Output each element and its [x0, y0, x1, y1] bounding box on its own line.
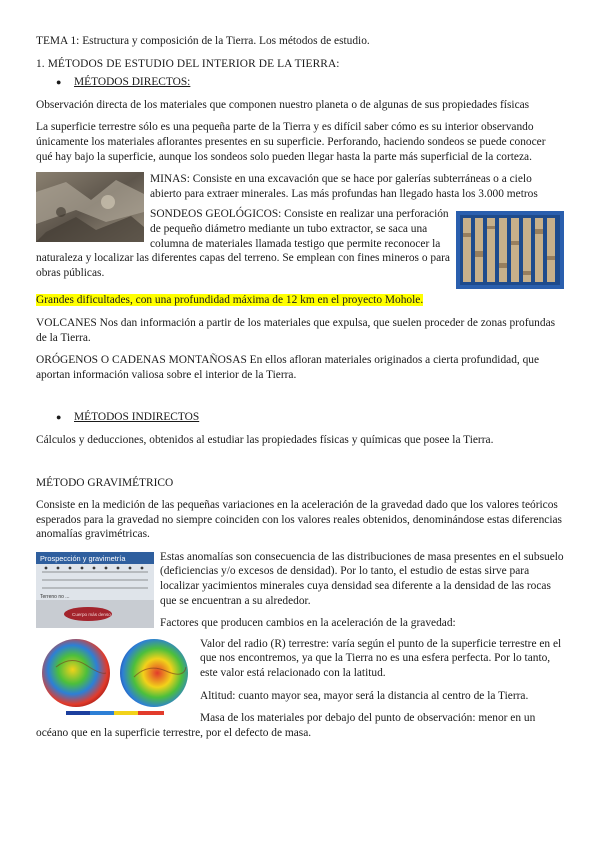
gravimetric-p2: Estas anomalías son consecuencia de las distribuciones de masa presentes en el subsuelo (deficiencias y/o excesos de densidad). Por lo tanto, el estudio de estas sirve para localizar yacimientos minerales cuya densidad sea diferente a la densidad de las rocas que se encuentran a su alrededor. — [160, 550, 564, 607]
geoid-map — [36, 637, 194, 719]
indirect-intro: Cálculos y deducciones, obtenidos al estudiar las propiedades físicas y químicas que posee la Tierra. — [36, 433, 494, 446]
gravimetric-p1: Consiste en la medición de las pequeñas variaciones en la aceleración de la gravedad dado que los valores teóricos esperados para la gravedad no siempre coinciden con los valores reales obtenidos, denominándose estas diferencias anomalías gravimétricas. — [36, 499, 562, 541]
bullet-icon: ● — [56, 77, 62, 88]
indirect-methods-bullet — [56, 410, 564, 425]
doc-title: TEMA 1: Estructura y composición de la Tierra. Los métodos de estudio. — [36, 35, 370, 47]
direct-methods-heading: MÉTODOS DIRECTOS: — [74, 76, 191, 89]
bullet-icon: ● — [56, 412, 62, 423]
gravimetric-heading: MÉTODO GRAVIMÉTRICO — [36, 476, 174, 489]
gravimetry-diagram — [36, 552, 154, 628]
sondeos-paragraph: SONDEOS GEOLÓGICOS: Consiste en realizar una perforación de pequeño diámetro mediante un tubo extractor, se saca una columna de materiales llamada testigo que permite reconocer la naturaleza y localizar las diferentes capas del terreno. Se emplean con fines mineros o para obras públicas. — [36, 208, 450, 279]
section-heading: 1. MÉTODOS DE ESTUDIO DEL INTERIOR DE LA TIERRA: — [36, 57, 340, 70]
gravimetric-p4: Valor del radio (R) terrestre: varía según el punto de la superficie terrestre en el que nos encontremos, ya que la Tierra no es una esfera perfecta. Por lo tanto, este valor está relacionado con la latitud. — [200, 637, 562, 680]
mine-rock-image — [36, 172, 144, 242]
gravimetric-block — [36, 550, 564, 631]
surface-paragraph: La superficie terrestre sólo es una pequeña parte de la Tierra y es difícil saber cómo es su interior observando únicamente los materiales aflorantes presentes en su superficie. Perforando, haciendo sondeos se puede conocer qué hay bajo la superficie, aunque los sondeos solo pueden llegar hasta la parte más superficial de la corteza. — [36, 121, 546, 163]
gravimetric-p3: Factores que producen cambios en la aceleración de la gravedad: — [160, 617, 456, 630]
document-page — [36, 34, 564, 740]
minas-paragraph: MINAS: Consiste en una excavación que se hace por galerías subterráneas o a cielo abierto para extraer minerales. Las más profundas han llegado hasta los 3.000 metros — [150, 173, 538, 200]
core-box-image — [456, 211, 564, 289]
direct-methods-bullet — [56, 75, 564, 90]
diagram-body-label: Cuerpo más denso — [72, 611, 111, 617]
gravimetric-p5: Altitud: cuanto mayor sea, mayor será la distancia al centro de la Tierra. — [200, 689, 529, 702]
geoid-globes-image — [36, 637, 194, 719]
gravity-factors-block — [36, 637, 564, 741]
direct-intro: Observación directa de los materiales que componen nuestro planeta o de algunas de sus propiedades físicas — [36, 98, 530, 111]
mine-photo — [36, 172, 144, 242]
indirect-methods-heading: MÉTODOS INDIRECTOS — [74, 411, 200, 424]
diagram-title: Prospección y gravimetría — [40, 553, 126, 563]
minas-block — [36, 172, 564, 201]
volcanes-paragraph: VOLCANES Nos dan información a partir de los materiales que expulsa, que suelen proceder de zonas profundas de la Tierra. — [36, 316, 556, 344]
gravimetry-diagram-image — [36, 552, 154, 628]
orogenos-paragraph: ORÓGENOS O CADENAS MONTAÑOSAS En ellos afloran materiales originados a cierta profundidad, que aportan información valiosa sobre el interior de la Tierra. — [36, 354, 540, 381]
difficulties-paragraph — [36, 293, 564, 308]
gravimetric-p6: Masa de los materiales por debajo del punto de observación: menor en un océano que en la superficie terrestre, por el defecto de masa. — [36, 712, 536, 739]
core-samples-photo — [456, 211, 564, 289]
diagram-label: Terreno no ... — [40, 593, 70, 600]
highlighted-text: Grandes dificultades, con una profundidad máxima de 12 km en el proyecto Mohole. — [36, 294, 424, 307]
